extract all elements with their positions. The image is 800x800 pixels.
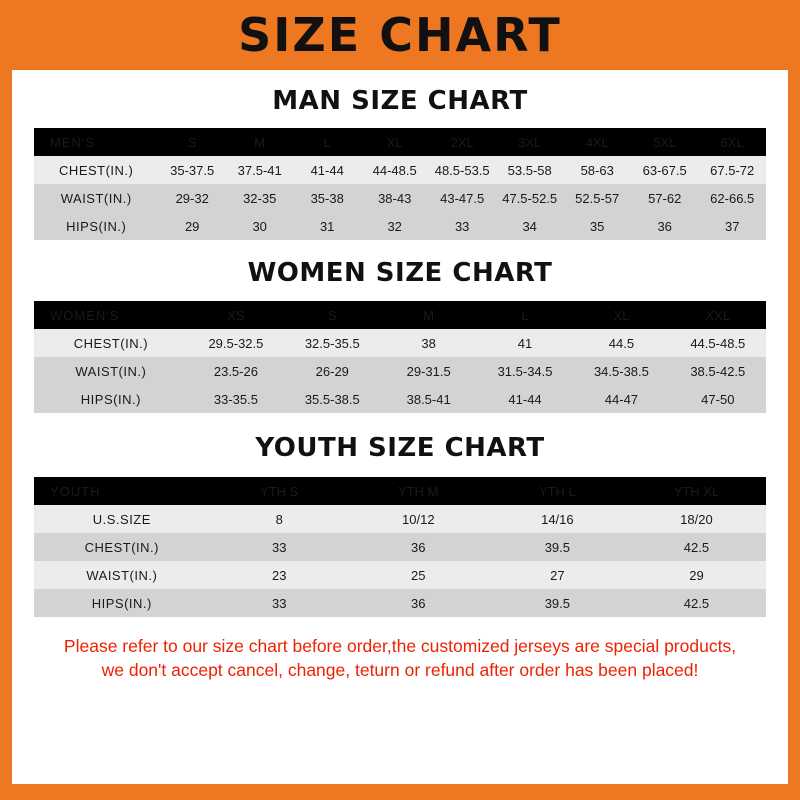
women-row1-label: WAIST(IN.) — [34, 357, 188, 385]
man-row1-c6: 47.5-52.5 — [496, 184, 564, 212]
page-title: SIZE CHART — [238, 8, 562, 62]
women-row2-label: HIPS(IN.) — [34, 385, 188, 413]
women-row2-c2: 35.5-38.5 — [284, 385, 380, 413]
women-row1-c4: 31.5-34.5 — [477, 357, 573, 385]
man-row1-c8: 57-62 — [631, 184, 699, 212]
youth-row0-label: U.S.SIZE — [34, 505, 210, 533]
man-row2-c5: 33 — [428, 212, 496, 240]
youth-table-header-row — [34, 477, 766, 505]
man-row2-c7: 35 — [563, 212, 631, 240]
man-header-3xl: 3XL — [496, 128, 564, 156]
youth-row0-c1: 8 — [210, 505, 349, 533]
women-row0-c4: 41 — [477, 329, 573, 357]
women-row0-c1: 29.5-32.5 — [188, 329, 284, 357]
youth-row2-c2: 25 — [349, 561, 488, 589]
women-row0-c2: 32.5-35.5 — [284, 329, 380, 357]
women-size-table — [34, 301, 766, 413]
man-header-s: S — [158, 128, 226, 156]
youth-row3-c1: 33 — [210, 589, 349, 617]
notice-line-2: we don't accept cancel, change, teturn or refund after order has been placed! — [101, 659, 699, 680]
women-row2-c1: 33-35.5 — [188, 385, 284, 413]
youth-row3-c3: 39.5 — [488, 589, 627, 617]
man-row1-label: WAIST(IN.) — [34, 184, 158, 212]
table-row — [34, 533, 766, 561]
women-row1-c5: 34.5-38.5 — [573, 357, 669, 385]
women-header-xxl: XXL — [670, 301, 766, 329]
youth-header-m: YTH M — [349, 477, 488, 505]
man-row0-c4: 44-48.5 — [361, 156, 429, 184]
man-row0-c6: 53.5-58 — [496, 156, 564, 184]
man-row1-c1: 29-32 — [158, 184, 226, 212]
women-row1-c2: 26-29 — [284, 357, 380, 385]
women-row0-label: CHEST(IN.) — [34, 329, 188, 357]
youth-row0-c2: 10/12 — [349, 505, 488, 533]
man-section-title: MAN SIZE CHART — [272, 86, 528, 116]
women-row1-c1: 23.5-26 — [188, 357, 284, 385]
youth-row2-c3: 27 — [488, 561, 627, 589]
order-notice — [34, 635, 766, 682]
table-row — [34, 589, 766, 617]
youth-header-xl: YTH XL — [627, 477, 766, 505]
man-row2-c9: 37 — [698, 212, 766, 240]
youth-row1-c3: 39.5 — [488, 533, 627, 561]
man-header-label: MEN'S — [34, 128, 158, 156]
table-row — [34, 357, 766, 385]
man-header-2xl: 2XL — [428, 128, 496, 156]
youth-row2-c4: 29 — [627, 561, 766, 589]
youth-row1-label: CHEST(IN.) — [34, 533, 210, 561]
man-row2-c6: 34 — [496, 212, 564, 240]
man-row2-c3: 31 — [293, 212, 361, 240]
table-row — [34, 184, 766, 212]
women-header-l: L — [477, 301, 573, 329]
man-row0-c9: 67.5-72 — [698, 156, 766, 184]
youth-row1-c4: 42.5 — [627, 533, 766, 561]
youth-row0-c4: 18/20 — [627, 505, 766, 533]
women-row2-c4: 41-44 — [477, 385, 573, 413]
man-row0-c5: 48.5-53.5 — [428, 156, 496, 184]
page-banner — [0, 0, 800, 70]
man-row1-c5: 43-47.5 — [428, 184, 496, 212]
table-row — [34, 561, 766, 589]
man-row0-c8: 63-67.5 — [631, 156, 699, 184]
man-header-4xl: 4XL — [563, 128, 631, 156]
table-row — [34, 385, 766, 413]
women-row1-c6: 38.5-42.5 — [670, 357, 766, 385]
women-row1-c3: 29-31.5 — [380, 357, 476, 385]
youth-section-title: YOUTH SIZE CHART — [255, 433, 545, 463]
man-row2-c4: 32 — [361, 212, 429, 240]
man-size-table — [34, 128, 766, 240]
man-row1-c7: 52.5-57 — [563, 184, 631, 212]
women-header-label: WOMEN'S — [34, 301, 188, 329]
women-header-m: M — [380, 301, 476, 329]
content-area — [12, 86, 788, 682]
table-row — [34, 156, 766, 184]
youth-size-table — [34, 477, 766, 617]
youth-header-label: YOUTH — [34, 477, 210, 505]
table-row — [34, 212, 766, 240]
man-row0-c7: 58-63 — [563, 156, 631, 184]
notice-line-1: Please refer to our size chart before order,the customized jerseys are special products, — [63, 636, 737, 656]
youth-row3-c4: 42.5 — [627, 589, 766, 617]
youth-header-s: YTH S — [210, 477, 349, 505]
man-row2-c2: 30 — [226, 212, 294, 240]
youth-row1-c2: 36 — [349, 533, 488, 561]
man-header-m: M — [226, 128, 294, 156]
bottom-accent-bar — [12, 784, 788, 800]
youth-row3-c2: 36 — [349, 589, 488, 617]
man-row2-c8: 36 — [631, 212, 699, 240]
man-row2-label: HIPS(IN.) — [34, 212, 158, 240]
women-header-s: S — [284, 301, 380, 329]
man-row0-c1: 35-37.5 — [158, 156, 226, 184]
man-row1-c9: 62-66.5 — [698, 184, 766, 212]
man-row2-c1: 29 — [158, 212, 226, 240]
women-row2-c6: 47-50 — [670, 385, 766, 413]
youth-header-l: YTH L — [488, 477, 627, 505]
women-table-header-row — [34, 301, 766, 329]
man-header-6xl: 6XL — [698, 128, 766, 156]
youth-row2-label: WAIST(IN.) — [34, 561, 210, 589]
table-row — [34, 505, 766, 533]
man-row1-c2: 32-35 — [226, 184, 294, 212]
women-row2-c5: 44-47 — [573, 385, 669, 413]
man-row1-c3: 35-38 — [293, 184, 361, 212]
man-row0-label: CHEST(IN.) — [34, 156, 158, 184]
youth-row3-label: HIPS(IN.) — [34, 589, 210, 617]
man-table-header-row — [34, 128, 766, 156]
women-header-xs: XS — [188, 301, 284, 329]
man-row0-c2: 37.5-41 — [226, 156, 294, 184]
table-row — [34, 329, 766, 357]
women-row0-c5: 44.5 — [573, 329, 669, 357]
youth-row2-c1: 23 — [210, 561, 349, 589]
man-header-5xl: 5XL — [631, 128, 699, 156]
man-row0-c3: 41-44 — [293, 156, 361, 184]
women-section-title: WOMEN SIZE CHART — [247, 258, 553, 288]
man-header-l: L — [293, 128, 361, 156]
man-row1-c4: 38-43 — [361, 184, 429, 212]
women-row0-c3: 38 — [380, 329, 476, 357]
women-row0-c6: 44.5-48.5 — [670, 329, 766, 357]
women-header-xl: XL — [573, 301, 669, 329]
youth-row0-c3: 14/16 — [488, 505, 627, 533]
youth-row1-c1: 33 — [210, 533, 349, 561]
women-row2-c3: 38.5-41 — [380, 385, 476, 413]
man-header-xl: XL — [361, 128, 429, 156]
